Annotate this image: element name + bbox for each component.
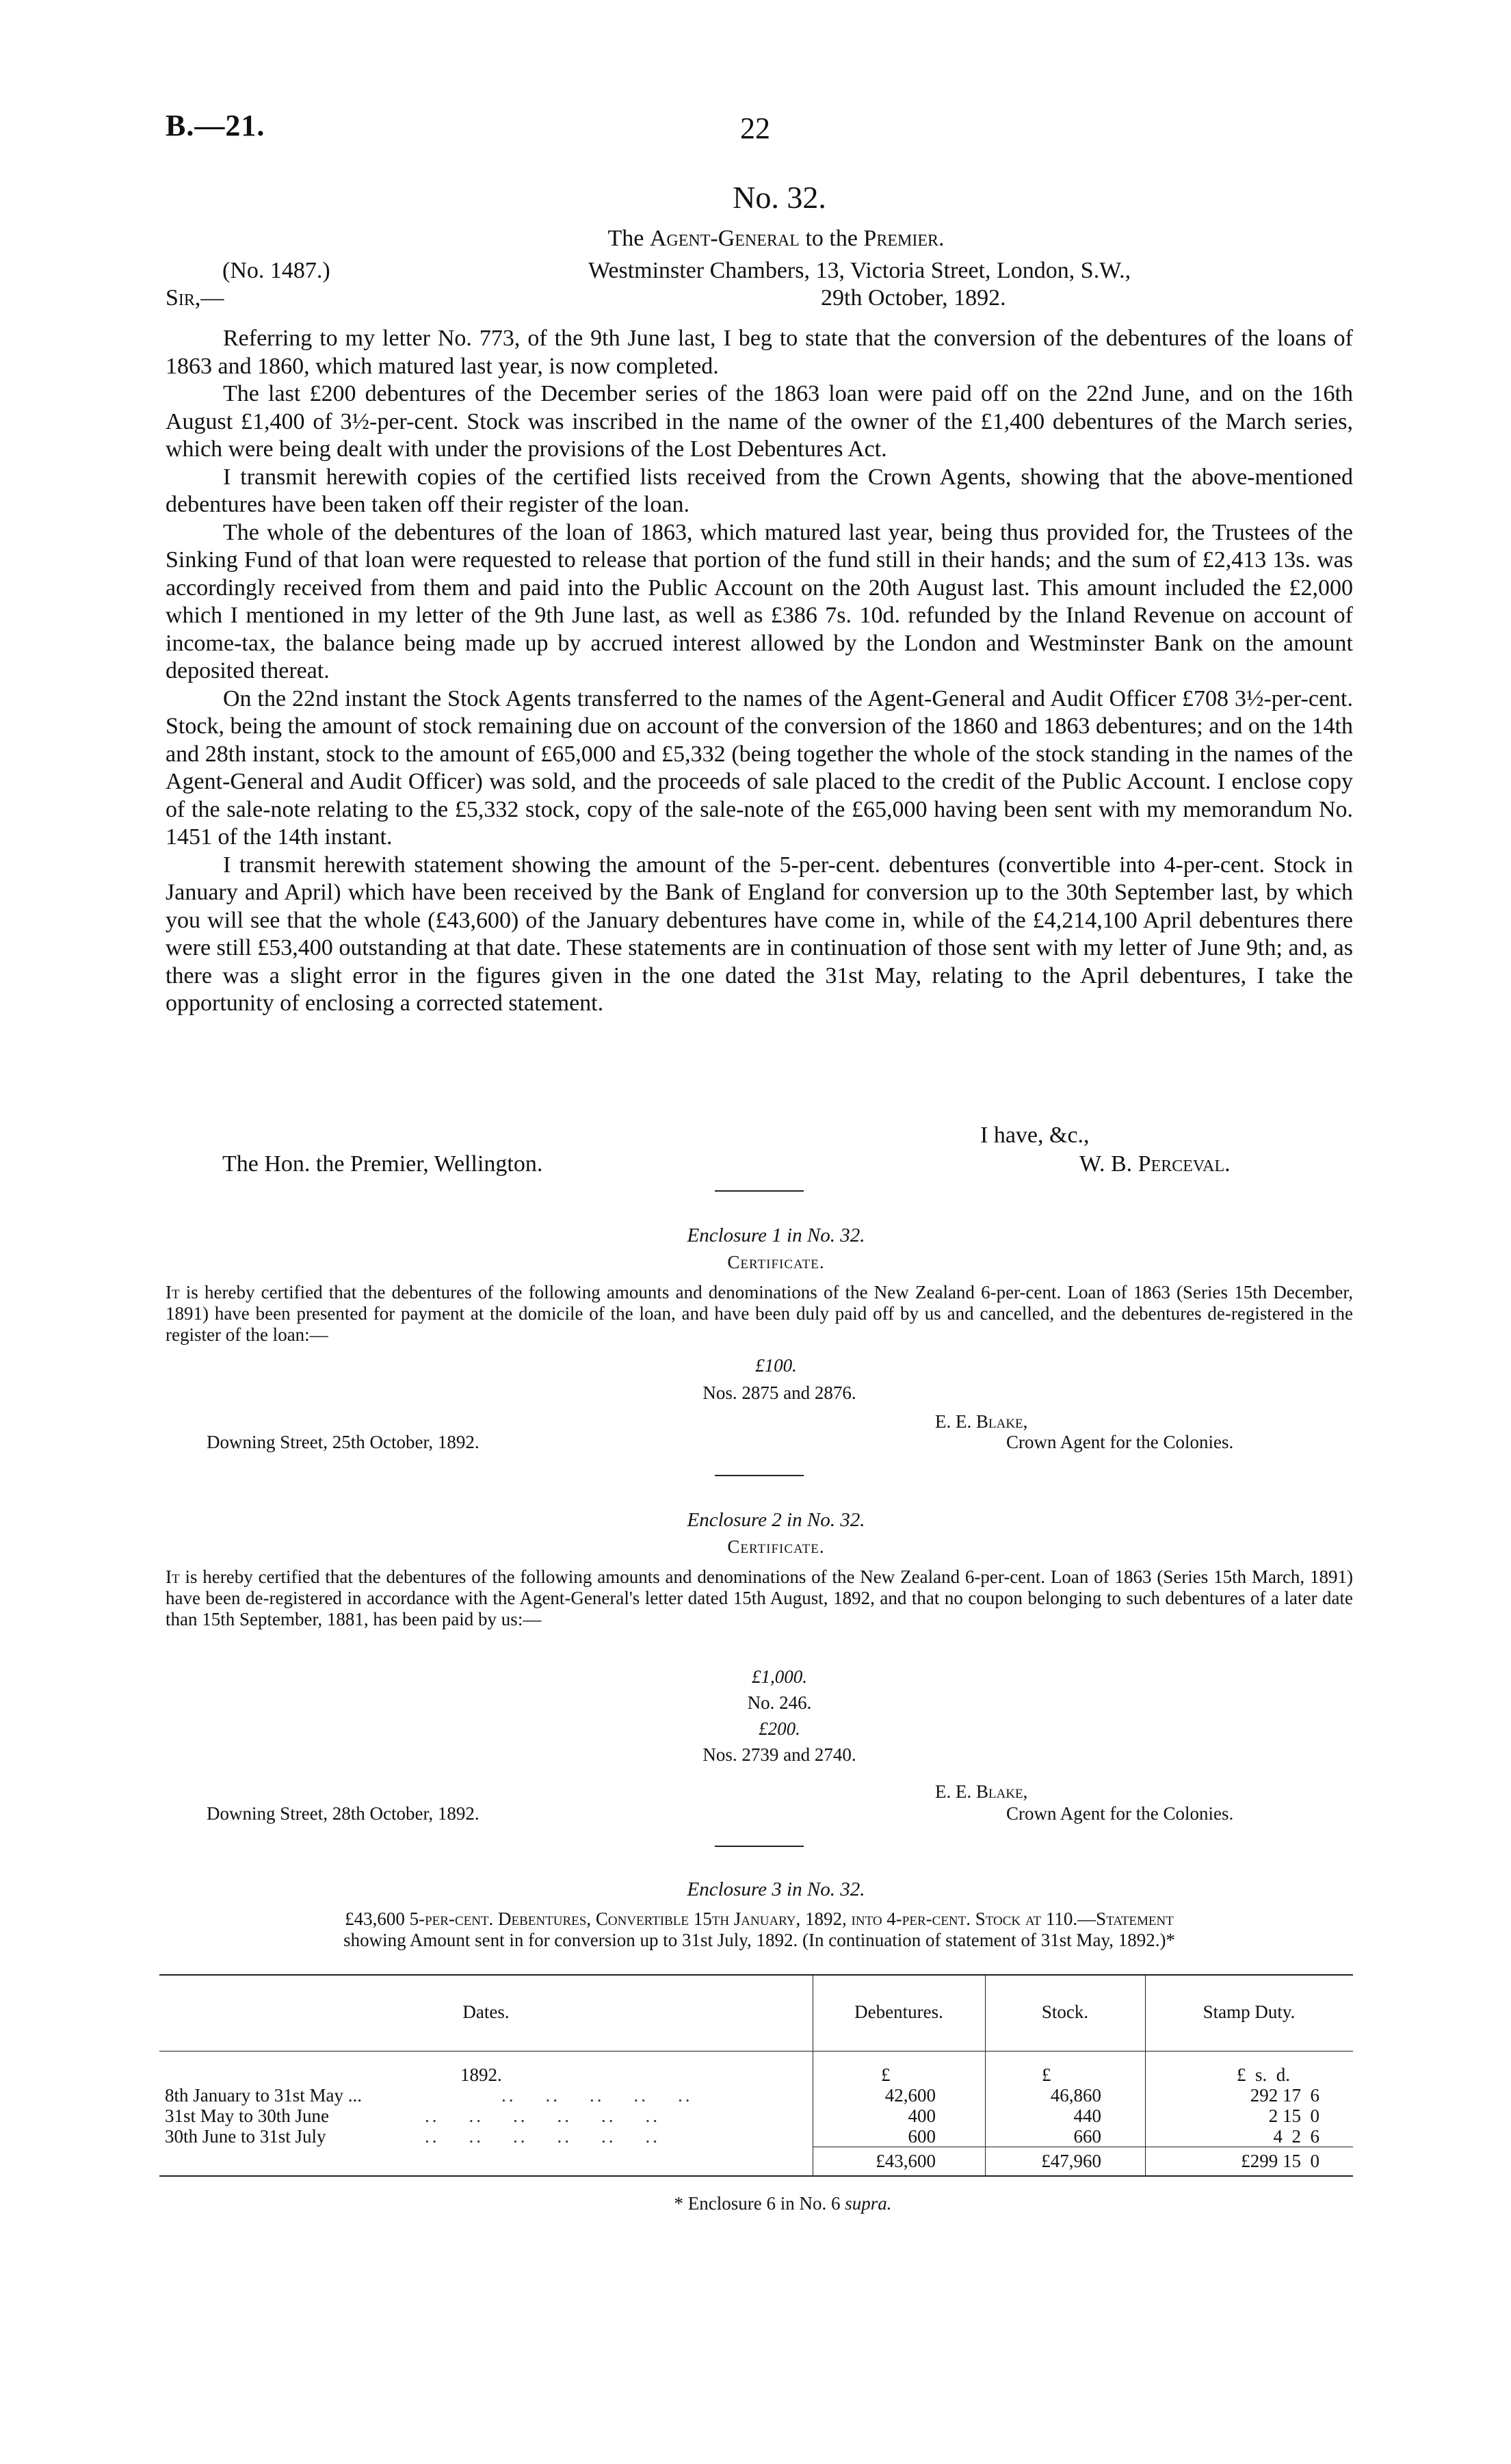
table-header-rule <box>159 2051 1353 2052</box>
letter-body <box>166 325 1353 1018</box>
letter-address: Westminster Chambers, 13, Victoria Street, London, S.W., <box>588 258 1131 283</box>
page-number: 22 <box>740 112 770 145</box>
enclosure2-signatory-title: Crown Agent for the Colonies. <box>1006 1803 1234 1824</box>
signature: W. B. Perceval. <box>1079 1151 1231 1177</box>
header-debentures: Debentures. <box>854 2002 943 2022</box>
unit-stamp: £ s. d. <box>1237 2065 1291 2085</box>
table-row-date: 8th January to 31st May ... <box>165 2085 362 2106</box>
table-cell: 2 15 0 <box>1268 2106 1319 2126</box>
letter-title <box>0 226 1511 252</box>
footnote: * Enclosure 6 in No. 6 supra. <box>674 2193 892 2214</box>
enclosure1-text: It is hereby certified that the debentures of the following amounts and denominations of the New Zealand 6-per-cent. Loan of 1863 (Series 15th December, 1891) have been presented for payment at the domicile of the loan, and have been duly paid off by us and cancelled, and the debentures de-registered in the register of the loan:— <box>166 1282 1353 1345</box>
divider <box>715 1190 804 1192</box>
title-prefix: The <box>607 226 644 251</box>
paragraph: I transmit herewith statement showing the amount of the 5-per-cent. debentures (convertible into 4-per-cent. Stock in January and April) which have been received by the Bank of England for conversion up to the 30th September last, by which you will see that the whole (£43,600) of the January debentures have come in, while of the £4,214,100 April debentures there were still £53,400 outstanding at that date. These statements are in continuation of those sent with my letter of June 9th; and, as there was a slight error in the figures given in the one dated the 31st May, relating to the April debentures, I take the opportunity of enclosing a corrected statement. <box>166 852 1353 1016</box>
enclosure2-numbers2: Nos. 2739 and 2740. <box>702 1744 856 1765</box>
closing: I have, &c., <box>980 1123 1090 1148</box>
divider <box>715 1846 804 1847</box>
enclosure2-text: It is hereby certified that the debentures of the following amounts and denominations of the New Zealand 6-per-cent. Loan of 1863 (Series 15th March, 1891) have been de-registered in accordance with the Agent-General's letter dated 15th August, 1892, and that no coupon belonging to such debentures of a later date than 15th September, 1881, has been paid by us:— <box>166 1567 1353 1629</box>
enclosure2-heading: Certificate. <box>727 1536 825 1557</box>
letter-number: No. 32. <box>733 180 826 215</box>
unit-stock: £ <box>1042 2065 1051 2085</box>
enclosure2-title: Enclosure 2 in No. 32. <box>687 1509 865 1531</box>
page-reference: B.—21. <box>166 109 265 142</box>
table-cell: 400 <box>908 2106 936 2126</box>
enclosure2-amount1: £1,000. <box>752 1666 807 1687</box>
letter-date: 29th October, 1892. <box>821 285 1006 311</box>
header-stock: Stock. <box>1041 2002 1089 2022</box>
paragraph: The last £200 debentures of the December series of the 1863 loan were paid off on the 22nd June, and on the 16th August £1,400 of 3½-per-cent. Stock was inscribed in the name of the owner of the £1,400 debentures of the March series, which were being dealt with under the provisions of the Lost Debentures Act. <box>166 381 1353 462</box>
table-cell: 660 <box>1073 2126 1101 2147</box>
table-row-date: 31st May to 30th June <box>165 2106 329 2126</box>
table-cell: 600 <box>908 2126 936 2147</box>
enclosure1-place-date: Downing Street, 25th October, 1892. <box>207 1432 479 1452</box>
recipient: The Hon. the Premier, Wellington. <box>222 1151 543 1177</box>
enclosure2-signatory: E. E. Blake, <box>935 1781 1028 1802</box>
enclosure1-signatory-title: Crown Agent for the Colonies. <box>1006 1432 1234 1452</box>
table-cell: 440 <box>1073 2106 1101 2126</box>
table-cell: 46,860 <box>1050 2085 1101 2106</box>
paragraph: The whole of the debentures of the loan of 1863, which matured last year, being thus provided for, the Trustees of the Sinking Fund of that loan were requested to release that portion of the fund still in their hands; and the sum of £2,413 13s. was accordingly received from them and paid into the Public Account on the 20th August last. This amount included the £2,000 which I mentioned in my letter of the 9th June last, as well as £386 7s. 10d. refunded by the Inland Revenue on account of income-tax, the balance being made up by accrued interest allowed by the London and Westminster Bank on the amount deposited thereat. <box>166 519 1353 683</box>
paragraph: I transmit herewith copies of the certified lists received from the Crown Agents, showing that the above-mentioned debentures have been taken off their register of the loan. <box>166 464 1353 517</box>
table-cell: 292 17 6 <box>1250 2085 1319 2106</box>
enclosure2-amount2: £200. <box>759 1718 800 1739</box>
statement-table: Dates. Debentures. Stock. Stamp Duty. 1892. £ £ £ s. d. 8th January to 31st May ... .. .. .. .. .. 42,600 46,860 292 17 6 31st May to 30th June .. .. .. .. .. .. 400 440 2 15 0 30th June to 31st July .. .. .. .. .. .. 600 660 4 2 6 £43,600 £47,960 £299 15 0 <box>159 1974 1353 2179</box>
title-to: Premier. <box>863 226 945 251</box>
table-bottom-rule <box>159 2175 1353 2177</box>
table-cell: 42,600 <box>884 2085 936 2106</box>
total-stock: £47,960 <box>1041 2151 1101 2171</box>
enclosure1-signatory: E. E. Blake, <box>935 1411 1028 1432</box>
table-year: 1892. <box>460 2065 502 2085</box>
enclosure1-amount: £100. <box>755 1355 797 1376</box>
paragraph: Referring to my letter No. 773, of the 9th June last, I beg to state that the conversion of the debentures of the loans of 1863 and 1860, which matured last year, is now completed. <box>166 326 1353 379</box>
total-stamp-duty: £299 15 0 <box>1241 2151 1319 2171</box>
salutation: Sir,— <box>166 285 224 311</box>
enclosure3-title: Enclosure 3 in No. 32. <box>687 1878 865 1900</box>
table-cell: 4 2 6 <box>1273 2126 1319 2147</box>
divider <box>715 1475 804 1476</box>
enclosure2-number1: No. 246. <box>747 1692 812 1713</box>
table-row-date: 30th June to 31st July <box>165 2126 326 2147</box>
enclosure2-place-date: Downing Street, 28th October, 1892. <box>207 1803 479 1824</box>
enclosure1-heading: Certificate. <box>727 1252 825 1272</box>
enclosure3-heading-line2: showing Amount sent in for conversion up to 31st July, 1892. (In continuation of statement of 31st May, 1892.)* <box>343 1930 1175 1950</box>
enclosure3-heading-line1: £43,600 5-per-cent. Debentures, Convertible 15th January, 1892, into 4-per-cent. Stock at 110.—Statement <box>345 1909 1174 1929</box>
paragraph: On the 22nd instant the Stock Agents transferred to the names of the Agent-General and Audit Officer £708 3½-per-cent. Stock, being the amount of stock remaining due on account of the conversion of the 1860 and 1863 debentures; and on the 14th and 28th instant, stock to the amount of £65,000 and £5,332 (being together the whole of the stock standing in the names of the Agent-General and Audit Officer) was sold, and the proceeds of sale placed to the credit of the Public Account. I enclose copy of the sale-note relating to the £5,332 stock, copy of the sale-note of the £65,000 having been sent with my memorandum No. 1451 of the 14th instant. <box>166 685 1353 850</box>
enclosure3-heading <box>166 1909 1353 1951</box>
enclosure1-numbers: Nos. 2875 and 2876. <box>702 1382 856 1403</box>
unit-debentures: £ <box>881 2065 891 2085</box>
enclosure1-title: Enclosure 1 in No. 32. <box>687 1224 865 1246</box>
letter-ref: (No. 1487.) <box>222 258 330 283</box>
title-from: Agent-General <box>649 226 800 251</box>
title-to-word: to the <box>805 226 858 251</box>
total-debentures: £43,600 <box>876 2151 936 2171</box>
table-top-rule <box>159 1974 1353 1976</box>
header-stamp-duty: Stamp Duty. <box>1203 2002 1296 2022</box>
header-dates: Dates. <box>462 2002 510 2022</box>
